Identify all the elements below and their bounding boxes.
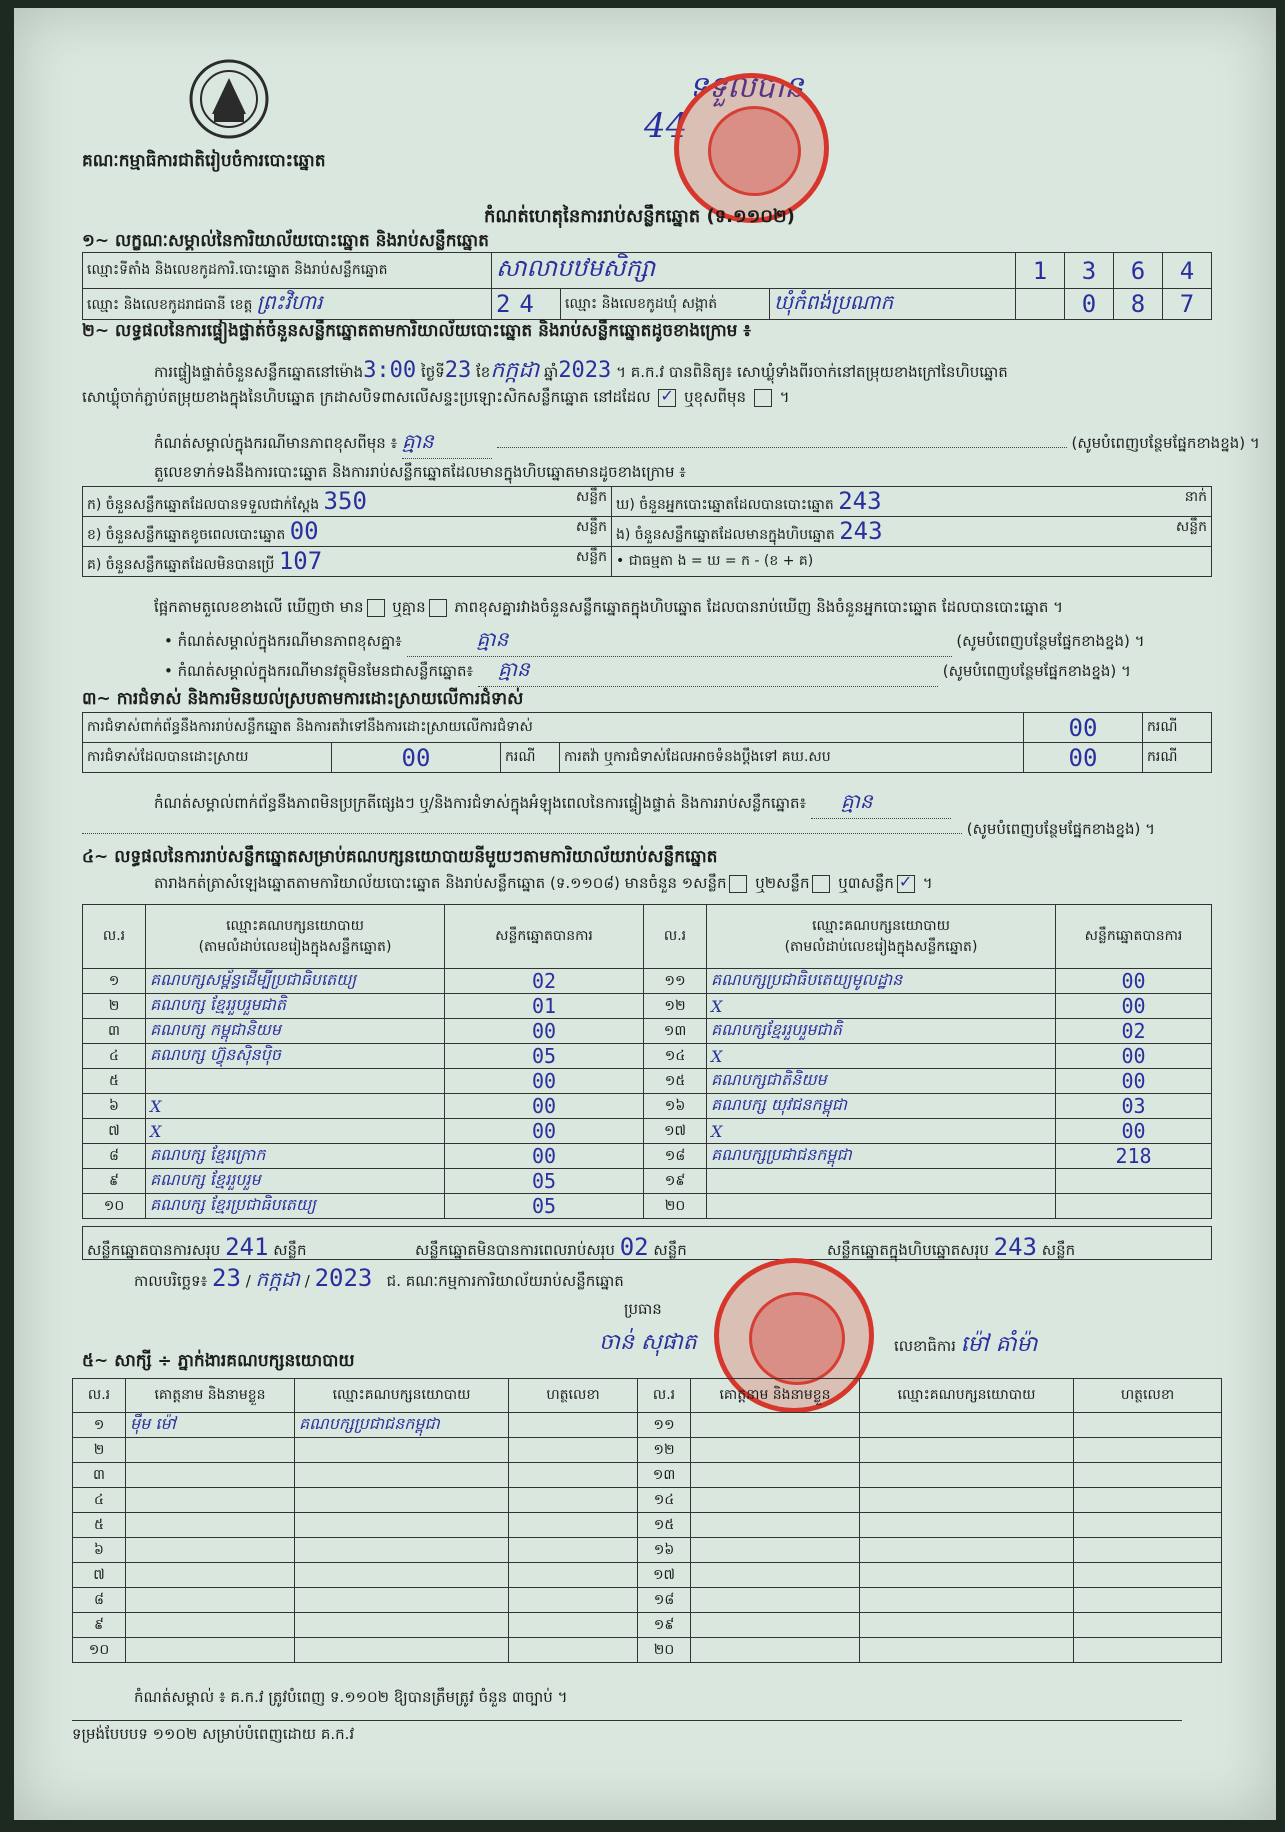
witness-signature — [509, 1438, 638, 1463]
party-name: គណបក្សជាតិនិយម — [707, 1069, 1056, 1094]
nec-logo-icon — [184, 56, 274, 142]
witness-name — [691, 1413, 860, 1438]
figure-value: 243 — [838, 487, 882, 515]
party-votes: 02 — [445, 969, 644, 994]
witness-sign-header: ហត្ថលេខា — [1074, 1379, 1222, 1413]
party-number: ៧ — [83, 1119, 146, 1144]
station-code-digit: 3 — [1065, 253, 1114, 289]
table-row — [83, 1119, 1212, 1144]
figure-value: 243 — [839, 517, 883, 545]
witness-number: ១៥ — [638, 1513, 691, 1538]
witness-name — [691, 1438, 860, 1463]
province-code-digit: 2 — [496, 290, 511, 318]
votes-column-header: សន្លឹកឆ្នោតបានការ — [1056, 905, 1212, 969]
witness-party — [295, 1488, 509, 1513]
commission-name: គណៈកម្មាធិការជាតិរៀបចំការបោះឆ្នោត — [82, 151, 326, 171]
witness-number: ២០ — [638, 1638, 691, 1663]
party-name: X — [146, 1094, 445, 1119]
table-row — [73, 1588, 1222, 1613]
table-row — [73, 1413, 1222, 1438]
witness-signature — [509, 1413, 638, 1438]
party-votes: 00 — [445, 1019, 644, 1044]
witness-number: ៩ — [73, 1613, 126, 1638]
witness-number: ១៨ — [638, 1588, 691, 1613]
table-row — [73, 1438, 1222, 1463]
witness-name — [691, 1538, 860, 1563]
party-name: គណបក្សប្រជាជនកម្ពុជា — [707, 1144, 1056, 1169]
check-time: 3:00 — [363, 358, 417, 383]
difference-note-row: • កំណត់សម្គាល់ក្នុងករណីមានភាពខុសគ្នា៖ គ្មាន (សូមបំពេញបន្ថែមផ្នែកខាងខ្នង) ។ — [164, 626, 1145, 657]
station-info-table — [82, 252, 1212, 320]
party-number: ២ — [83, 994, 146, 1019]
figure-label: ខ) ចំនួនសន្លឹកឆ្នោតខូចពេលបោះឆ្នោត — [87, 527, 286, 543]
witness-signature — [1074, 1513, 1222, 1538]
witness-name — [691, 1488, 860, 1513]
table-row — [73, 1638, 1222, 1663]
footer-form-ref: ទម្រង់បែបបទ ១១០២ សម្រាប់បំពេញដោយ គ.ក.វ — [72, 1720, 1182, 1747]
witness-party — [295, 1613, 509, 1638]
witness-name — [126, 1538, 295, 1563]
secretary-row: លេខាធិការ ម៉ៅ គាំម៉ា — [894, 1332, 1038, 1357]
witness-signature — [509, 1463, 638, 1488]
witness-number: ៥ — [73, 1513, 126, 1538]
witness-number: ៧ — [73, 1563, 126, 1588]
invalid-total: សន្លឹកឆ្នោតមិនបានការពេលរាប់សរុប 02 សន្លឹក — [415, 1233, 687, 1261]
party-number: ៥ — [83, 1069, 146, 1094]
objections-table: ការជំទាស់ពាក់ព័ន្ធនឹងការរាប់សន្លឹកឆ្នោត និងការតវ៉ាទៅនឹងការដោះស្រាយលើការជំទាស់ 00 ករណី ការជំទាស់ដែលបានដោះស្រាយ 00 ករណី ការតវ៉ា ឬការជំទាស់ដែលអាចទំនងប្តឹងទៅ គឃ.សប 00 ករណី — [82, 712, 1212, 773]
witness-name — [691, 1613, 860, 1638]
party-votes: 05 — [445, 1194, 644, 1219]
party-votes — [1056, 1169, 1212, 1194]
party-votes: 00 — [1056, 1069, 1212, 1094]
party-name: X — [707, 994, 1056, 1019]
party-name: X — [707, 1119, 1056, 1144]
three-sheets-checkbox[interactable] — [897, 875, 915, 893]
ballot-figures-table: ក) ចំនួនសន្លឹកឆ្នោតដែលបានទទួលជាក់ស្តែង 350 សន្លឹក ឃ) ចំនួនអ្នកបោះឆ្នោតដែលបានបោះឆ្នោត 243 នាក់ ខ) ចំនួនសន្លឹកឆ្នោតខូចពេលបោះឆ្នោត 00 សន្លឹក ង) ចំនួនសន្លឹកឆ្នោតដែលមានក្នុងហិបឆ្នោត 243 សន្លឹក គ) ចំនួនសន្លឹកឆ្នោតដែលមិនបានប្រើ 107 សន្លឹក • ជាធម្មតា ង = ឃ = ក - (ខ + គ) — [82, 486, 1212, 577]
committee-label: ជ. គណៈកម្មការការិយាល័យរាប់សន្លឹកឆ្នោត — [386, 1272, 624, 1290]
appeal-label: ការតវ៉ា ឬការជំទាស់ដែលអាចទំនងប្តឹងទៅ គឃ.សប — [560, 743, 1024, 773]
witness-name — [126, 1613, 295, 1638]
irregularity-note-row: កំណត់សម្គាល់ពាក់ព័ន្ធនឹងភាពមិនប្រក្រតីផ្សេងៗ ឬ/និងការជំទាស់ក្នុងអំឡុងពេលនៃការផ្ទៀងផ្ទាត់ និងការរាប់សន្លឹកឆ្នោត៖ គ្មាន — [154, 788, 951, 819]
official-seal-stamp — [674, 73, 829, 223]
figure-label: ឃ) ចំនួនអ្នកបោះឆ្នោតដែលបានបោះឆ្នោត — [616, 497, 834, 513]
check-paragraph: ការផ្ទៀងផ្ទាត់ចំនួនសន្លឹកឆ្នោតនៅម៉ោង3:00 ថ្ងៃទី23 ខែកក្កដា ឆ្នាំ2023 ។ គ.ក.វ បានពិនិត្យ៖ សោឃ្លុំទាំងពីរចាក់នៅតម្រុយខាងក្រៅនៃហិបឆ្នោត — [154, 358, 1008, 383]
witness-number: ១៧ — [638, 1563, 691, 1588]
witness-party — [860, 1413, 1074, 1438]
witness-name: ម៉ឹម ម៉ៅ — [126, 1413, 295, 1438]
foreign-object-note-row: • កំណត់សម្គាល់ក្នុងករណីមានវត្ថុមិនមែនជាសន្លឹកឆ្នោត៖ គ្មាន (សូមបំពេញបន្ថែមផ្នែកខាងខ្នង) ។ — [164, 656, 1131, 687]
witness-party — [295, 1538, 509, 1563]
witness-table: ល.រ គោត្តនាម និងនាមខ្លួន ឈ្មោះគណបក្សនយោបាយ ហត្ថលេខា ល.រ គោត្តនាម និងនាមខ្លួន ឈ្មោះគណបក្សនយោបាយ ហត្ថលេខា ១ ម៉ឹម ម៉ៅ គណបក្សប្រជាជនកម្ពុជា ១១ ២ ១២ ៣ ១៣ ៤ ១៤ ៥ ១៥ ៦ ១៦ ៧ ១៧ ៨ ១៨ ៩ ១៩ ១០ ២០ — [72, 1378, 1222, 1663]
objection-label: ការជំទាស់ពាក់ព័ន្ធនឹងការរាប់សន្លឹកឆ្នោត និងការតវ៉ាទៅនឹងការដោះស្រាយលើការជំទាស់ — [83, 713, 1024, 743]
president-signature: ចាន់ សុផាត — [599, 1330, 697, 1355]
party-votes: 01 — [445, 994, 644, 1019]
witness-party — [860, 1513, 1074, 1538]
form-paper — [14, 8, 1276, 1820]
party-column-header: ឈ្មោះគណបក្សនយោបាយ — [226, 917, 364, 934]
totals-row — [82, 1226, 1212, 1260]
check-paragraph-line2: សោឃ្លុំចាក់ភ្ជាប់តម្រុយខាងក្នុងនៃហិបឆ្នោត ក្រដាសបិទពាសលើសន្ទះប្រឡោះសិកសន្លឹកឆ្នោត នៅដដែល ✓ ឬខុសពីមុន ។ — [82, 388, 789, 410]
witness-party-header: ឈ្មោះគណបក្សនយោបាយ — [295, 1379, 509, 1413]
party-votes: 05 — [445, 1044, 644, 1069]
figures-intro: តួលេខទាក់ទងនឹងការបោះឆ្នោត និងការរាប់សន្លឹកឆ្នោតដែលមានក្នុងហិបឆ្នោតមានដូចខាងក្រោម ៖ — [154, 463, 686, 481]
difference-note-value: គ្មាន — [476, 627, 509, 651]
party-votes: 00 — [1056, 1044, 1212, 1069]
one-sheet-checkbox[interactable] — [729, 875, 747, 893]
party-name: គណបក្សប្រជាធិបតេយ្យមូលដ្ឋាន — [707, 969, 1056, 994]
tally-sheet-count-row: តារាងកត់ត្រាសំឡេងឆ្នោតតាមការិយាល័យបោះឆ្នោត និងរាប់សន្លឹកឆ្នោត (ទ.១១០៨) មានចំនួន ១សន្លឹក ឬ២សន្លឹក ឬ៣សន្លឹក✓ ។ — [154, 874, 933, 896]
figure-value: 350 — [323, 487, 367, 515]
station-code-digit: 6 — [1114, 253, 1163, 289]
witness-number: ៣ — [73, 1463, 126, 1488]
witness-name — [691, 1513, 860, 1538]
witness-sign-header: ហត្ថលេខា — [509, 1379, 638, 1413]
witness-number: ១០ — [73, 1638, 126, 1663]
party-name: គណបក្ស ខ្មែររួបរួម — [146, 1169, 445, 1194]
party-number: ១០ — [83, 1194, 146, 1219]
same-checkbox[interactable] — [658, 389, 676, 407]
witness-signature — [1074, 1463, 1222, 1488]
party-name: X — [146, 1119, 445, 1144]
table-row — [73, 1613, 1222, 1638]
station-name-value: សាលាបឋមសិក្សា — [496, 254, 656, 282]
witness-number: ៤ — [73, 1488, 126, 1513]
party-votes-table: ល.រ ឈ្មោះគណបក្សនយោបាយ (តាមលំដាប់លេខរៀងក្នុងសន្លឹកឆ្នោត) សន្លឹកឆ្នោតបានការ ល.រ ឈ្មោះគណបក្សនយោបាយ (តាមលំដាប់លេខរៀងក្នុងសន្លឹកឆ្នោត) សន្លឹកឆ្នោតបានការ ១ គណបក្សសម្ព័ន្ធដើម្បីប្រជាធិបតេយ្យ 02 ១១ គណបក្សប្រជាធិបតេយ្យមូលដ្ឋាន 00 ២ គណបក្ស ខ្មែររួបរួមជាតិ 01 ១២ X 00 ៣ គណបក្ស កម្ពុជានិយម 00 ១៣ គណបក្សខ្មែររួបរួមជាតិ 02 ៤ គណបក្ស ហ៊្វុនស៊ិនប៉ិច 05 ១៤ X 00 ៥ 00 ១៥ គណបក្សជាតិនិយម 00 ៦ X 00 ១៦ គណបក្ស យុវជនកម្ពុជា 03 ៧ X 00 ១៧ X 00 ៨ គណបក្ស ខ្មែរក្រោក 00 ១៨ គណបក្សប្រជាជនកម្ពុជា 218 ៩ គណបក្ស ខ្មែររួបរួម 05 ១៩ ១០ គណបក្ស ខ្មែរប្រជាធិបតេយ្យ 05 ២០ — [82, 904, 1212, 1219]
witness-party — [295, 1513, 509, 1538]
witness-name — [691, 1463, 860, 1488]
witness-party — [860, 1488, 1074, 1513]
party-name — [146, 1069, 445, 1094]
date-day: 23 — [212, 1264, 241, 1292]
party-name: គណបក្សសម្ព័ន្ធដើម្បីប្រជាធិបតេយ្យ — [146, 969, 445, 994]
party-votes: 05 — [445, 1169, 644, 1194]
figure-label: ង) ចំនួនសន្លឹកឆ្នោតដែលមានក្នុងហិបឆ្នោត — [616, 527, 835, 543]
party-number: ១១ — [644, 969, 707, 994]
witness-signature — [1074, 1563, 1222, 1588]
province-label: ឈ្មោះ និងលេខកូដរាជធានី ខេត្ត — [87, 297, 253, 313]
witness-signature — [509, 1513, 638, 1538]
date-year: 2023 — [314, 1264, 373, 1292]
witness-name — [691, 1563, 860, 1588]
witness-signature — [1074, 1438, 1222, 1463]
president-label: ប្រធាន — [624, 1300, 662, 1318]
has-difference-checkbox[interactable] — [367, 599, 385, 617]
party-number: ១២ — [644, 994, 707, 1019]
witness-name-header: គោត្តនាម និងនាមខ្លួន — [126, 1379, 295, 1413]
section3-title: ៣~ ការជំទាស់ និងការមិនយល់ស្របតាមការដោះស្រាយលើការជំទាស់ — [82, 689, 524, 709]
figure-value: 107 — [278, 547, 323, 575]
witness-party — [860, 1638, 1074, 1663]
objection-count: 00 — [1024, 713, 1143, 743]
irregularity-continuation: (សូមបំពេញបន្ថែមផ្នែកខាងខ្នង) ។ — [82, 820, 1155, 842]
table-row — [73, 1538, 1222, 1563]
witness-number: ១២ — [638, 1438, 691, 1463]
province-code-digit: 4 — [519, 290, 534, 318]
station-code-digit: 4 — [1163, 253, 1212, 289]
party-name: X — [707, 1044, 1056, 1069]
party-number: ១៩ — [644, 1169, 707, 1194]
witness-number: ៦ — [73, 1538, 126, 1563]
table-row — [73, 1488, 1222, 1513]
witness-signature — [1074, 1638, 1222, 1663]
party-votes: 00 — [1056, 969, 1212, 994]
figure-value: 00 — [289, 517, 319, 545]
handwritten-note: ទទួលបាន — [689, 70, 804, 105]
party-votes: 00 — [445, 1069, 644, 1094]
party-name: គណបក្ស យុវជនកម្ពុជា — [707, 1094, 1056, 1119]
witness-party — [295, 1588, 509, 1613]
party-votes: 02 — [1056, 1019, 1212, 1044]
witness-signature — [1074, 1488, 1222, 1513]
check-year: 2023 — [558, 358, 612, 383]
table-row — [83, 1019, 1212, 1044]
witness-name — [126, 1513, 295, 1538]
party-name: គណបក្ស ខ្មែរប្រជាធិបតេយ្យ — [146, 1194, 445, 1219]
witness-name — [126, 1563, 295, 1588]
witness-number: ១ — [73, 1413, 126, 1438]
witness-name — [126, 1588, 295, 1613]
witness-party — [860, 1563, 1074, 1588]
party-name: គណបក្សខ្មែររួបរួមជាតិ — [707, 1019, 1056, 1044]
date-row: កាលបរិច្ឆេទ៖ 23 / កក្កដា / 2023 ជ. គណៈកម្មការការិយាល័យរាប់សន្លឹកឆ្នោត — [134, 1264, 624, 1292]
commune-name: ឃុំកំពង់ប្រណាក — [774, 290, 894, 314]
commune-code-digit: 7 — [1163, 289, 1212, 320]
witness-number: ១៣ — [638, 1463, 691, 1488]
different-checkbox[interactable] — [754, 389, 772, 407]
party-votes: 00 — [1056, 994, 1212, 1019]
table-row — [83, 1069, 1212, 1094]
check-day: 23 — [444, 358, 472, 383]
section1-title: ១~ លក្ខណៈសម្គាល់នៃការិយាល័យបោះឆ្នោត និងរាប់សន្លឹកឆ្នោត — [82, 231, 489, 251]
section4-title: ៤~ លទ្ធផលនៃការរាប់សន្លឹកឆ្នោតសម្រាប់គណបក្សនយោបាយនីមួយៗតាមការិយាល័យរាប់សន្លឹកឆ្នោត — [82, 847, 718, 867]
handwritten-ref: 44 — [644, 106, 688, 146]
party-number: ១៨ — [644, 1144, 707, 1169]
commune-code-digit: 8 — [1114, 289, 1163, 320]
party-name — [707, 1169, 1056, 1194]
witness-number: ១៤ — [638, 1488, 691, 1513]
figure-label: គ) ចំនួនសន្លឹកឆ្នោតដែលមិនបានប្រើ — [87, 557, 275, 573]
station-name-label: ឈ្មោះទីតាំង និងលេខកូដការិ.បោះឆ្នោត និងរាប់សន្លឹកឆ្នោត — [83, 253, 492, 289]
formula-note: • ជាធម្មតា ង = ឃ = ក - (ខ + គ) — [616, 553, 814, 569]
check-month: កក្កដា — [490, 358, 540, 383]
witness-signature — [1074, 1588, 1222, 1613]
witness-number: ១៦ — [638, 1538, 691, 1563]
table-row — [83, 994, 1212, 1019]
commune-code-digit: 0 — [1065, 289, 1114, 320]
table-row — [83, 1044, 1212, 1069]
witness-signature — [509, 1613, 638, 1638]
table-row — [83, 969, 1212, 994]
table-row — [73, 1463, 1222, 1488]
seal-note-row: កំណត់សម្គាល់ក្នុងករណីមានភាពខុសពីមុន ៖ គ្មាន (សូមបំពេញបន្ថែមផ្នែកខាងខ្នង) ។ — [154, 428, 1260, 459]
resolved-count: 00 — [332, 743, 501, 773]
witness-number: ១១ — [638, 1413, 691, 1438]
party-votes: 00 — [445, 1119, 644, 1144]
party-number: ២០ — [644, 1194, 707, 1219]
secretary-signature: ម៉ៅ គាំម៉ា — [960, 1332, 1038, 1357]
table-row — [73, 1563, 1222, 1588]
witness-party — [860, 1613, 1074, 1638]
footer-note: កំណត់សម្គាល់ ៖ គ.ក.វ ត្រូវបំពេញ ទ.១១០២ ឱ្យបានត្រឹមត្រូវ ចំនួន ៣ច្បាប់ ។ — [134, 1688, 568, 1706]
irregularity-note-value: គ្មាន — [840, 789, 873, 813]
party-number: ១៥ — [644, 1069, 707, 1094]
party-number: ១៣ — [644, 1019, 707, 1044]
party-votes: 00 — [445, 1144, 644, 1169]
resolved-label: ការជំទាស់ដែលបានដោះស្រាយ — [83, 743, 332, 773]
figure-label: ក) ចំនួនសន្លឹកឆ្នោតដែលបានទទួលជាក់ស្តែង — [87, 497, 320, 513]
table-row — [83, 1169, 1212, 1194]
witness-party — [295, 1563, 509, 1588]
witness-party — [860, 1538, 1074, 1563]
commune-label: ឈ្មោះ និងលេខកូដឃុំ សង្កាត់ — [561, 289, 770, 320]
party-number: ៨ — [83, 1144, 146, 1169]
witness-signature — [509, 1563, 638, 1588]
party-number: ៩ — [83, 1169, 146, 1194]
witness-signature — [509, 1488, 638, 1513]
witness-party: គណបក្សប្រជាជនកម្ពុជា — [295, 1413, 509, 1438]
witness-number: ១៩ — [638, 1613, 691, 1638]
witness-signature — [509, 1538, 638, 1563]
witness-signature — [509, 1588, 638, 1613]
province-name: ព្រះវិហារ — [256, 290, 323, 314]
table-row — [83, 1194, 1212, 1219]
table-row — [83, 1144, 1212, 1169]
party-number: ៤ — [83, 1044, 146, 1069]
witness-party — [860, 1438, 1074, 1463]
witness-party — [295, 1638, 509, 1663]
party-number: ១៦ — [644, 1094, 707, 1119]
box-total: សន្លឹកឆ្នោតក្នុងហិបឆ្នោតសរុប 243 សន្លឹក — [827, 1233, 1076, 1261]
no-difference-checkbox[interactable] — [429, 599, 447, 617]
party-votes — [1056, 1194, 1212, 1219]
witness-signature — [1074, 1538, 1222, 1563]
witness-party-header: ឈ្មោះគណបក្សនយោបាយ — [860, 1379, 1074, 1413]
witness-signature — [1074, 1413, 1222, 1438]
witness-signature — [1074, 1613, 1222, 1638]
witness-name-header: គោត្តនាម និងនាមខ្លួន — [691, 1379, 860, 1413]
party-number: ៦ — [83, 1094, 146, 1119]
section5-title: ៥~ សាក្សី ÷ ភ្នាក់ងារគណបក្សនយោបាយ — [82, 1351, 355, 1371]
witness-number: ២ — [73, 1438, 126, 1463]
witness-number: ៨ — [73, 1588, 126, 1613]
party-column-header: ឈ្មោះគណបក្សនយោបាយ — [812, 917, 950, 934]
witness-party — [860, 1463, 1074, 1488]
party-name — [707, 1194, 1056, 1219]
witness-party — [295, 1438, 509, 1463]
party-votes: 218 — [1056, 1144, 1212, 1169]
witness-name — [691, 1588, 860, 1613]
witness-name — [126, 1638, 295, 1663]
witness-name — [126, 1438, 295, 1463]
party-name: គណបក្ស ខ្មែររួបរួមជាតិ — [146, 994, 445, 1019]
party-number: ១៧ — [644, 1119, 707, 1144]
form-title: កំណត់ហេតុនៃការរាប់សន្លឹកឆ្នោត (ទ.១១០២) — [484, 206, 795, 227]
appeal-count: 00 — [1024, 743, 1143, 773]
witness-name — [126, 1463, 295, 1488]
foreign-object-note-value: គ្មាន — [497, 657, 530, 681]
witness-name — [691, 1638, 860, 1663]
party-name: គណបក្ស ខ្មែរក្រោក — [146, 1144, 445, 1169]
station-code-digit: 1 — [1016, 253, 1065, 289]
party-name: គណបក្ស កម្ពុជានិយម — [146, 1019, 445, 1044]
section2-title: ២~ លទ្ធផលនៃការផ្ទៀងផ្ទាត់ចំនួនសន្លឹកឆ្នោតតាមការិយាល័យបោះឆ្នោត និងរាប់សន្លឹកឆ្នោតដូចខាងក្រោម ៖ — [82, 321, 751, 341]
valid-total: សន្លឹកឆ្នោតបានការសរុប 241 សន្លឹក — [87, 1233, 307, 1261]
votes-column-header: សន្លឹកឆ្នោតបានការ — [445, 905, 644, 969]
witness-name — [126, 1488, 295, 1513]
party-number: ១ — [83, 969, 146, 994]
table-row — [83, 1094, 1212, 1119]
seal-note-value: គ្មាន — [401, 429, 434, 453]
party-votes: 00 — [1056, 1119, 1212, 1144]
witness-party — [860, 1588, 1074, 1613]
party-votes: 00 — [445, 1094, 644, 1119]
party-name: គណបក្ស ហ៊្វុនស៊ិនប៉ិច — [146, 1044, 445, 1069]
party-number: ៣ — [83, 1019, 146, 1044]
witness-party — [295, 1463, 509, 1488]
two-sheets-checkbox[interactable] — [812, 875, 830, 893]
table-row — [73, 1513, 1222, 1538]
party-number: ១៤ — [644, 1044, 707, 1069]
compare-row: ផ្អែកតាមតួលេខខាងលើ ឃើញថា មាន ឬគ្មាន ភាពខុសគ្នារវាងចំនួនសន្លឹកឆ្នោតក្នុងហិបឆ្នោត ដែលបានរាប់ឃើញ និងចំនួនអ្នកបោះឆ្នោត ដែលបានបោះឆ្នោត ។ — [154, 598, 1064, 616]
witness-signature — [509, 1638, 638, 1663]
date-month: កក្កដា — [255, 1267, 300, 1291]
party-votes: 03 — [1056, 1094, 1212, 1119]
